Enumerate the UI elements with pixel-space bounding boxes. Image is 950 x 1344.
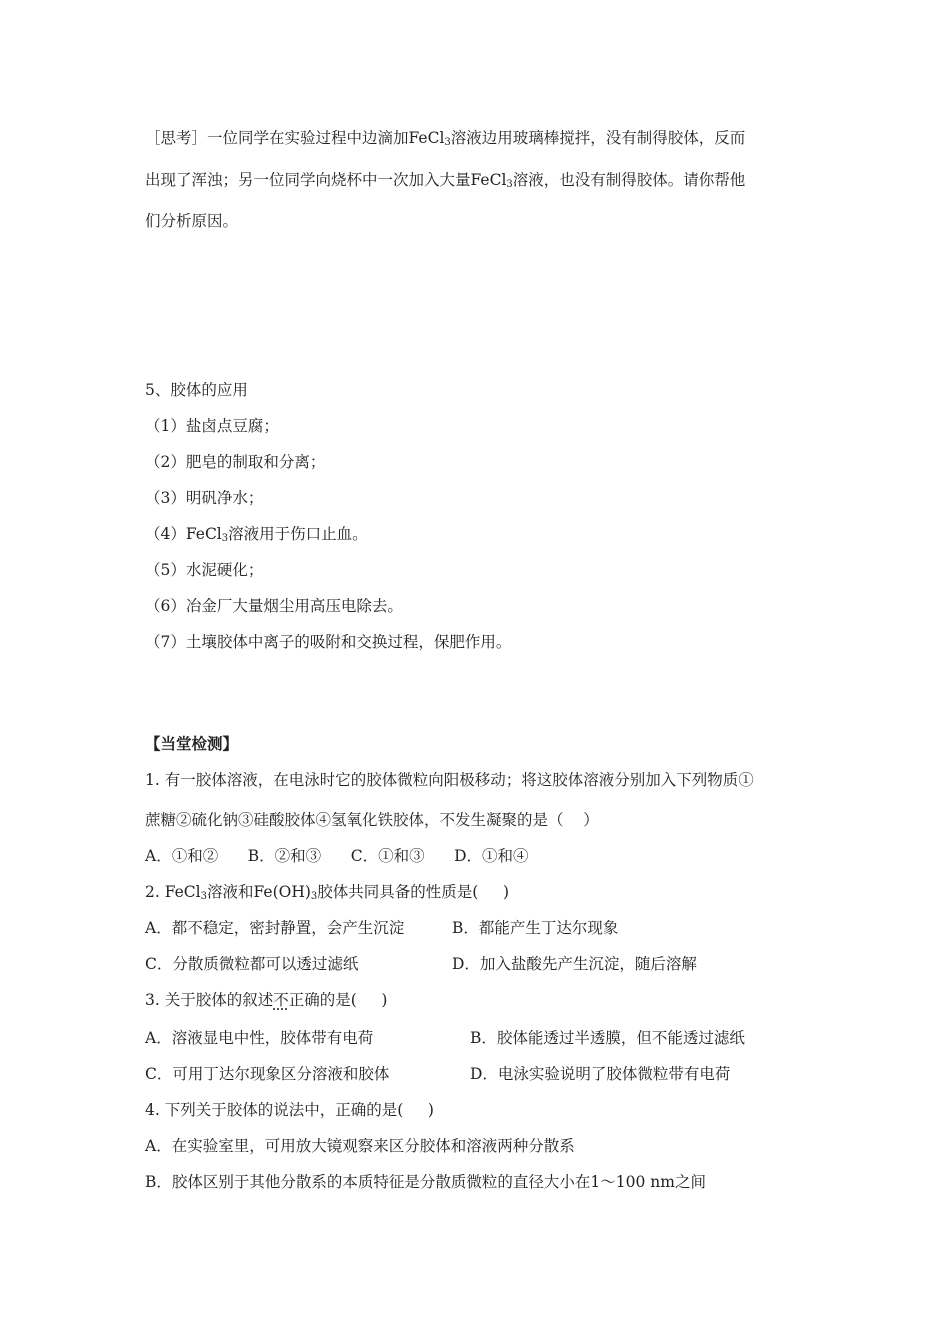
q2-stem bbox=[145, 882, 509, 907]
subscript: 3 bbox=[221, 533, 229, 544]
text: 正确的是( ) bbox=[288, 991, 388, 1009]
text: （4）FeCl bbox=[145, 525, 222, 543]
application-item: （7）土壤胶体中离子的吸附和交换过程，保肥作用。 bbox=[145, 633, 512, 651]
application-item: （6）冶金厂大量烟尘用高压电除去。 bbox=[145, 597, 403, 615]
q2-option-c: C．分散质微粒都可以透过滤纸 bbox=[145, 955, 359, 973]
text: 溶液和Fe(OH) bbox=[207, 883, 311, 901]
text: ［思考］一位同学在实验过程中边滴加FeCl bbox=[145, 129, 445, 147]
application-item: （1）盐卤点豆腐； bbox=[145, 417, 279, 435]
q1-line-1: 1. 有一胶体溶液，在电泳时它的胶体微粒向阳极移动；将这胶体溶液分别加入下列物质① bbox=[145, 771, 754, 789]
think-line-3: 们分析原因。 bbox=[145, 212, 239, 230]
q3-option-c: C．可用丁达尔现象区分溶液和胶体 bbox=[145, 1065, 390, 1083]
q4-option-b: B．胶体区别于其他分散系的本质特征是分散质微粒的直径大小在1～100 nm之间 bbox=[145, 1173, 706, 1191]
q1-options: A．①和② B．②和③ C．①和③ D．①和④ bbox=[145, 847, 529, 865]
q3-option-a: A．溶液显电中性，胶体带有电荷 bbox=[145, 1029, 374, 1047]
text: 3. 关于胶体的叙述 bbox=[145, 991, 274, 1009]
subscript: 3 bbox=[310, 891, 318, 902]
q3-stem bbox=[145, 990, 387, 1010]
think-line-1 bbox=[145, 128, 745, 153]
q2-option-a: A．都不稳定，密封静置，会产生沉淀 bbox=[145, 919, 405, 937]
subscript: 3 bbox=[506, 179, 513, 190]
q2-option-b: B．都能产生丁达尔现象 bbox=[452, 919, 619, 937]
text: 溶液边用玻璃棒搅拌，没有制得胶体，反而 bbox=[450, 129, 746, 147]
text: 2. FeCl bbox=[145, 883, 201, 901]
subscript: 3 bbox=[200, 891, 207, 902]
q1-line-2: 蔗糖②硫化钠③硅酸胶体④氢氧化铁胶体，不发生凝聚的是（ ） bbox=[145, 811, 599, 829]
emphasis-dot: 不 bbox=[273, 991, 289, 1009]
application-item: （3）明矾净水； bbox=[145, 489, 264, 507]
application-item bbox=[145, 524, 368, 549]
text: 胶体共同具备的性质是( ) bbox=[317, 883, 510, 901]
think-line-2 bbox=[145, 170, 745, 195]
applications-title: 5、胶体的应用 bbox=[145, 381, 248, 399]
q4-option-a: A．在实验室里，可用放大镜观察来区分胶体和溶液两种分散系 bbox=[145, 1137, 575, 1155]
check-title: 【当堂检测】 bbox=[145, 734, 239, 753]
q3-option-b: B．胶体能透过半透膜，但不能透过滤纸 bbox=[470, 1029, 745, 1047]
q2-option-d: D．加入盐酸先产生沉淀，随后溶解 bbox=[452, 955, 697, 973]
subscript: 3 bbox=[444, 137, 451, 148]
text: 溶液用于伤口止血。 bbox=[228, 525, 368, 543]
application-item: （2）肥皂的制取和分离； bbox=[145, 453, 326, 471]
application-item: （5）水泥硬化； bbox=[145, 561, 264, 579]
q3-option-d: D．电泳实验说明了胶体微粒带有电荷 bbox=[470, 1065, 731, 1083]
text: 出现了浑浊；另一位同学向烧杯中一次加入大量FeCl bbox=[145, 171, 507, 189]
q4-stem: 4. 下列关于胶体的说法中，正确的是( ) bbox=[145, 1101, 434, 1119]
text: 溶液，也没有制得胶体。请你帮他 bbox=[512, 171, 746, 189]
